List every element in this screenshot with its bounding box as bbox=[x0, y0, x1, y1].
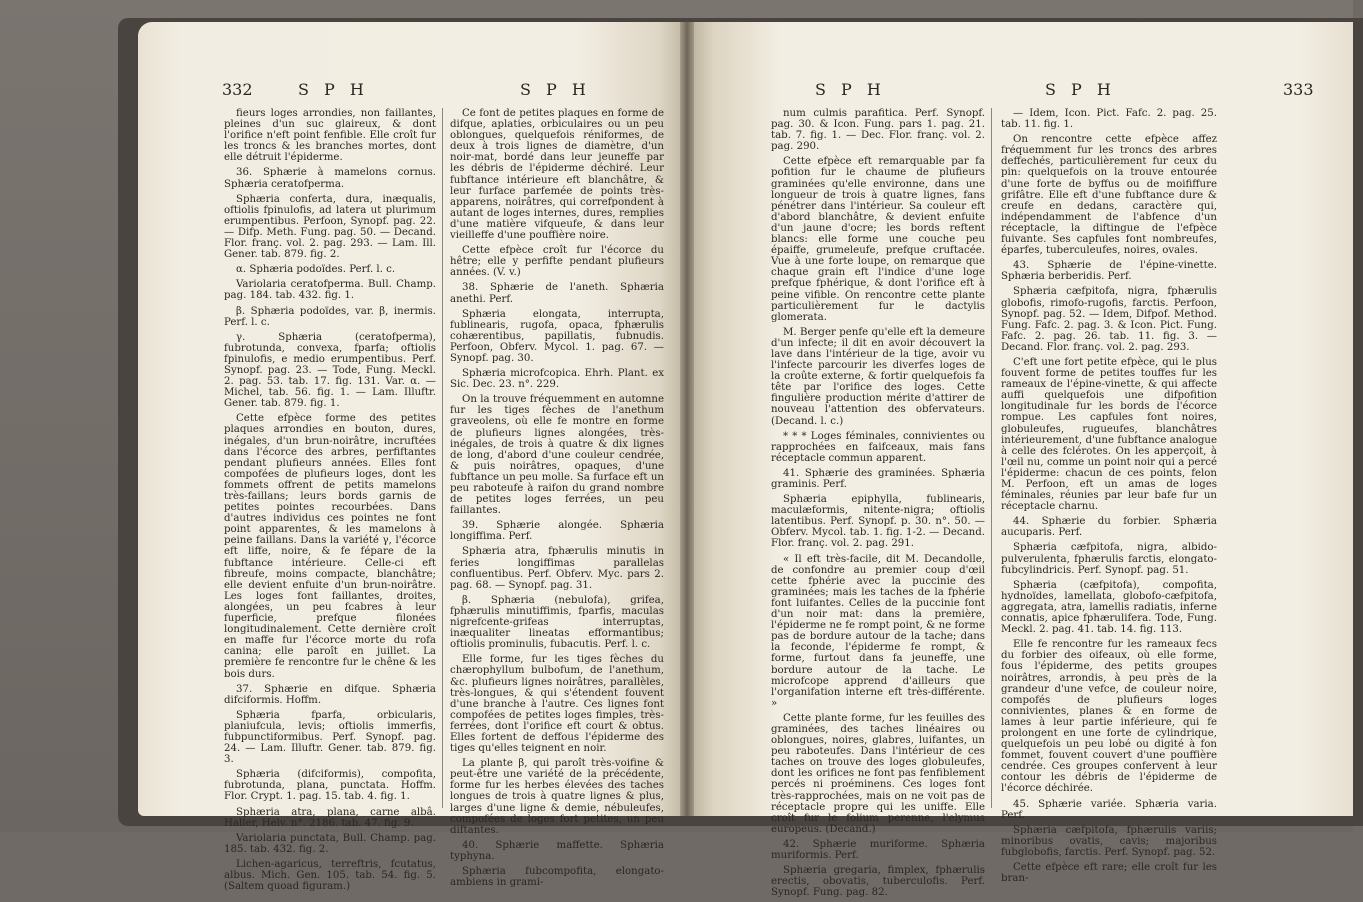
text-column-1 bbox=[224, 108, 436, 896]
paragraph: 40. Sphærie maffette. Sphæria typhyna. bbox=[450, 839, 664, 862]
paragraph: Sphæria cæfpitofa, nigra, fphærulis globofis, rimofo-rugofis, farctis. Perfoon, Synopf. pag. 52. — Idem, Difpof. Method. Fung. Fafc. 2. pag. 3. & Icon. Pict. Fung. Fafc. 2. pag. 26. tab. 11. fig. 3. — Decand. Flor. franç. vol. 2. pag. 293. bbox=[1001, 286, 1217, 353]
paragraph: Sphæria cæfpitofa, fphærulis variis; minoribus ovatis, cavis; majoribus fubglobofis, farctis. Perf. Synopf. pag. 52. bbox=[1001, 824, 1217, 858]
book-gutter bbox=[680, 22, 694, 816]
page-number: 333 bbox=[1283, 80, 1314, 99]
paragraph: C'eft une fort petite efpèce, qui le plus fouvent forme de petites touffes fur les rameaux de l'épine-vinette, & qui affecte auffi quelquefois une difpofition longitudinale fur les bords de l'écorce rompue. Les capfules font noires, globuleufes, rugueufes, blanchâtres intérieurement, d'une fubftance analogue à celle des fclérotes. On les apperçoit, à l'œil nu, comme un point noir qui a percé l'épiderme: chacun de ces points, felon M. Perfoon, eft un amas de loges féminales, réunies par leur bafe fur un réceptacle charnu. bbox=[1001, 356, 1217, 513]
paragraph: Cette efpèce croît fur l'écorce du hêtre; elle y perfifte pendant plufieurs années. (V. v.) bbox=[450, 245, 664, 279]
paragraph: Ce font de petites plaques en forme de difque, aplaties, orbiculaires ou un peu oblongues, quelquefois réniformes, de deux à trois lignes de diamètre, d'un noir-mat, bordé dans leur jeuneffe par les débris de l'épiderme déchiré. Leur fubftance intérieure eft blanchâtre, & leur furface parfemée de points très-apparens, noirâtres, qui correfpondent à autant de loges internes, dures, remplies d'une matière vifqueufe, & dans leur vieilleffe d'une pouffière noire. bbox=[450, 108, 664, 242]
paragraph: 38. Sphærie de l'aneth. Sphæria anethi. Perf. bbox=[450, 282, 664, 305]
paragraph: α. Sphæria podoïdes. Perf. l. c. bbox=[236, 264, 396, 276]
running-head-right: S P H bbox=[520, 80, 591, 99]
paragraph: β. Sphæria (nebulofa), grifea, fphærulis minutiffimis, fparfis, maculas nigrefcente-grifeas interruptas, inæqualiter lineatas efformantibus; oftiolis prominulis, fubacutis. Perf. l. c. bbox=[450, 594, 664, 651]
running-head-left: S P H bbox=[298, 80, 369, 99]
paragraph: 37. Sphærie en difque. Sphæria difciformis. Hoffm. bbox=[224, 683, 436, 706]
paragraph: Cette efpèce forme des petites plaques arrondies en bouton, dures, inégales, d'un brun-noirâtre, incruftées dans l'écorce des arbres, perfiftantes pendant plufieurs années. Elles font compofées de plufieurs loges, dont les fommets offrent de petits mamelons très-faillans; leurs bords garnis de petites pointes recourbées. Dans d'autres individus ces pointes ne font point apparentes, & les mamelons à peine faillans. Dans la variété γ, l'écorce eft liffe, noire, & fe fépare de la fubftance intérieure. Celle-ci eft fibreufe, moins compacte, blanchâtre; elle devient enfuite d'un brun-noirâtre. Les loges font faillantes, droites, alongées, un peu fcabres à leur fuperficie, prefque filonées longitudinalement. Cette dernière croît en maffe fur l'écorce morte du rofa canina; elle paroît en juillet. La première fe rencontre fur le chêne & les bois durs. bbox=[224, 413, 436, 680]
paragraph: β. Sphæria podoïdes, var. β, inermis. Perf. l. c. bbox=[224, 305, 436, 328]
paragraph: La plante β, qui paroît très-voifine & peut-être une variété de la précédente, forme fur les herbes élevées des taches longues de trois à quatre lignes & plus, larges d'une ligne & demie, nébuleufes, compofées de loges fort petites, un peu diftantes. bbox=[450, 758, 664, 836]
paragraph: Cette efpèce eft remarquable par fa pofition fur le chaume de plufieurs graminées qu'elle environne, dans une longueur de trois à quatre lignes, fans pénétrer dans l'intérieur. Sa couleur eft d'abord blanchâtre, & devient enfuite d'un jaune d'ocre; les bords reftent blancs: elle forme une couche peu épaiffe, grumeleufe, prefque cruftacée. Vue à une forte loupe, on remarque que chaque grain eft l'indice d'une loge prefque fphérique, & dont l'orifice eft à peine vifible. On rencontre cette plante particulièrement fur le dactylis glomerata. bbox=[771, 156, 985, 323]
paragraph: Sphæria cæfpitofa, nigra, albido-pulverulenta, fphærulis farctis, elongato-fubcylindricis. Perf. Synopf. pag. 51. bbox=[1001, 542, 1217, 576]
paragraph: Sphæria gregaria, fimplex, fphærulis erectis, obovatis, tuberculofis. Perf. Synopf. Fung. pag. 82. bbox=[771, 865, 985, 899]
paragraph: * * * Loges féminales, connivientes ou rapprochées en faifceaux, mais fans réceptacle commun apparent. bbox=[771, 430, 985, 464]
paragraph: Sphæria fubcompofita, elongato-ambiens in grami- bbox=[450, 866, 664, 889]
paragraph: « Il eft très-facile, dit M. Decandolle, de confondre au premier coup d'œil cette fphérie avec la puccinie des graminées; mais les taches de la fphérie font luifantes. Celles de la puccinie font d'un noir mat: dans la première, l'épiderme ne fe rompt point, & ne forme pas de bordure autour de la tache; dans la feconde, l'épiderme fe rompt, & forme, furtout dans fa jeuneffe, une bordure autour de la tache. Le microfcope apprend d'ailleurs que l'organifation interne eft très-différente. » bbox=[771, 553, 985, 709]
text-column-2 bbox=[1001, 108, 1217, 888]
paragraph: Cette plante forme, fur les feuilles des graminées, des taches linéaires ou oblongues, noires, glabres, luifantes, un peu raboteufes. Dans l'intérieur de ces taches on trouve des loges globuleufes, dont les orifices ne font pas fenfiblement percés ni proéminens. Ces loges font très-rapprochées, mais on ne voit pas de réceptacle propre qui les uniffe. Elle croît fur le folium perenne, l'elymus europeus. (Decand.) bbox=[771, 712, 985, 835]
paragraph: Sphæria conferta, dura, inæqualis, oftiolis fpinulofis, ad latera ut plurimum erumpentibus. Perfoon, Synopf. pag. 22. — Difp. Meth. Fung. pag. 50. — Decand. Flor. franç. vol. 2. pag. 293. — Lam. Ill. Gener. tab. 879. fig. 2. bbox=[224, 193, 436, 261]
column-divider bbox=[991, 108, 992, 808]
paragraph: Sphæria fparfa, orbicularis, planiufcula, levis; oftiolis immerfis, fubpunctiformibus. Perf. Synopf. pag. 24. — Lam. Illuftr. Gener. tab. 879. fig. 3. bbox=[224, 709, 436, 766]
paragraph: Lichen-agaricus, terreftris, fcutatus, albus. Mich. Gen. 105. tab. 54. fig. 5. (Saltem quoad figuram.) bbox=[224, 858, 436, 893]
paragraph: 44. Sphærie du forbier. Sphæria aucuparis. Perf. bbox=[1001, 516, 1217, 539]
paragraph: Sphæria elongata, interrupta, fublinearis, rugofa, opaca, fphærulis cohærentibus, papillatis, fubnudis. Perfoon, Obferv. Mycol. 1. pag. 67. — Synopf. pag. 30. bbox=[450, 308, 664, 364]
paragraph: Variolaria punctata, Bull. Champ. pag. 185. tab. 432. fig. 2. bbox=[224, 832, 436, 855]
column-divider bbox=[442, 108, 443, 808]
paragraph: On rencontre cette efpèce affez fréquemment fur les troncs des arbres deffechés, particulièrement fur ceux du pin: quelquefois on la trouve entourée d'une forte de byffus ou de moififfure grifâtre. Elle eft d'une fubftance dure & creufe en dedans, caractère qui, indépendamment de l'abfence d'un réceptacle, la diftingue de l'efpèce fuivante. Ses capfules font nombreufes, éparfes, tuberculeufes, noires, ovales. bbox=[1001, 134, 1217, 257]
paragraph: fieurs loges arrondies, non faillantes, pleines d'un suc glaireux, & dont l'orifice n'eft point fenfible. Elle croît fur les troncs & les branches mortes, dont elle détruit l'épiderme. bbox=[224, 108, 436, 164]
paragraph: Sphæria atra, plana, carne albâ. Haller, Helv. n°. 2186. tab. 47. fig. 9. bbox=[224, 806, 436, 829]
paragraph: 36. Sphærie à mamelons cornus. Sphæria ceratofperma. bbox=[224, 167, 436, 190]
paragraph: 43. Sphærie de l'épine-vinette. Sphæria berberidis. Perf. bbox=[1001, 260, 1217, 283]
paragraph: Elle forme, fur les tiges fèches du chærophyllum bulbofum, de l'anethum, &c. plufieurs lignes noirâtres, parallèles, très-longues, & qui s'étendent fouvent d'une branche à l'autre. Ces lignes font compofées de petites loges fimples, très-ferrées, dont l'orifice eft court & obtus. Elles fortent de deffous l'épiderme des tiges qu'elles teignent en noir. bbox=[450, 654, 664, 755]
text-column-2 bbox=[450, 108, 664, 892]
running-head-right: S P H bbox=[1045, 80, 1116, 99]
paragraph: On la trouve fréquemment en automne fur les tiges fèches de l'anethum graveolens, où elle fe montre en forme de plufieurs lignes alongées, très-inégales, de trois à quatre & dix lignes de long, d'abord d'une couleur cendrée, & puis noirâtres, opaques, d'une fubftance un peu molle. Sa furface eft un peu raboteufe à raifon du grand nombre de petites loges ferrées, un peu faillantes. bbox=[450, 394, 664, 517]
paragraph: Sphæria (cæfpitofa), compofita, hydnoïdes, lamellata, globofo-cæfpitofa, aggregata, atra, lamellis radiatis, inferne connatis, apice fphærulifera. Tode, Fung. Meckl. 2. pag. 41. tab. 14. fig. 113. bbox=[1001, 579, 1217, 636]
paragraph: Elle fe rencontre fur les rameaux fecs du forbier des oifeaux, où elle forme, fous l'épiderme, des petits groupes noirâtres, arrondis, à peu près de la grandeur d'une vefce, de couleur noire, compofés de plufieurs loges connivientes, planes & en forme de lames à leur partie inférieure, qui fe prolongent en une forte de cylindrique, quelquefois un peu lobé ou digité à fon fommet, fouvent couvert d'une pouffière cendrée. Ces groupes confervent à leur contour les débris de l'épiderme de l'écorce déchirée. bbox=[1001, 639, 1217, 795]
paragraph: M. Berger penfe qu'elle eft la demeure d'un infecte; il dit en avoir découvert la lave dans l'intérieur de la tige, avoir vu l'infecte parcourir les diverfes loges de la croûte externe, & fortir quelquefois fa tête par l'orifice des loges. Cette fingulière production mérite d'attirer de nouveau l'attention des obfervateurs. (Decand. l. c.) bbox=[771, 326, 985, 427]
paragraph: 39. Sphærie alongée. Sphæria longiffima. Perf. bbox=[450, 520, 664, 543]
running-head-left: S P H bbox=[815, 80, 886, 99]
paragraph: 42. Sphærie muriforme. Sphæria muriformis. Perf. bbox=[771, 838, 985, 861]
paragraph: Sphæria atra, fphærulis minutis in feries longiffimas parallelas confluentibus. Perf. Obferv. Myc. pars 2. pag. 68. — Synopf. pag. 31. bbox=[450, 546, 664, 591]
page-number: 332 bbox=[222, 80, 253, 99]
paragraph: γ. Sphæria (ceratofperma), fubrotunda, convexa, fparfa; oftiolis fpinulofis, e medio erumpentibus. Perf. Synopf. pag. 23. — Tode, Fung. Meckl. 2. pag. 53. tab. 17. fig. 131. Var. α. — Michel, tab. 56. fig. 1. — Lam. Illuftr. Gener. tab. 879. fig. 1. bbox=[224, 331, 436, 410]
right-page bbox=[687, 22, 1353, 899]
text-column-1 bbox=[771, 108, 985, 902]
paragraph: 45. Sphærie variée. Sphæria varia. Perf. bbox=[1001, 798, 1217, 821]
paragraph: Cette efpèce eft rare; elle croît fur les bran- bbox=[1001, 862, 1217, 885]
paragraph: Sphæria (difciformis), compofita, fubrotunda, plana, punctata. Hoffm. Flor. Crypt. 1. pag. 15. tab. 4. fig. 1. bbox=[224, 769, 436, 803]
paragraph: Variolaria ceratofperma. Bull. Champ. pag. 184. tab. 432. fig. 1. bbox=[224, 279, 436, 302]
paragraph: 41. Sphærie des graminées. Sphæria graminis. Perf. bbox=[771, 467, 985, 490]
paragraph: — Idem, Icon. Pict. Fafc. 2. pag. 25. tab. 11. fig. 1. bbox=[1001, 108, 1217, 131]
paragraph: Sphæria epiphylla, fublinearis, maculæformis, nitente-nigra; oftiolis latentibus. Perf. Synopf. p. 30. n°. 50. — Obferv. Mycol. tab. 1. fig. 1-2. — Decand. Flor. franç. vol. 2. pag. 291. bbox=[771, 494, 985, 550]
paragraph: Sphæria microfcopica. Ehrh. Plant. ex Sic. Dec. 23. n°. 229. bbox=[450, 368, 664, 391]
left-page bbox=[138, 22, 687, 893]
paragraph: num culmis parafitica. Perf. Synopf. pag. 30. & Icon. Fung. pars 1. pag. 21. tab. 7. fig. 1. — Dec. Flor. franç. vol. 2. pag. 290. bbox=[771, 108, 985, 153]
